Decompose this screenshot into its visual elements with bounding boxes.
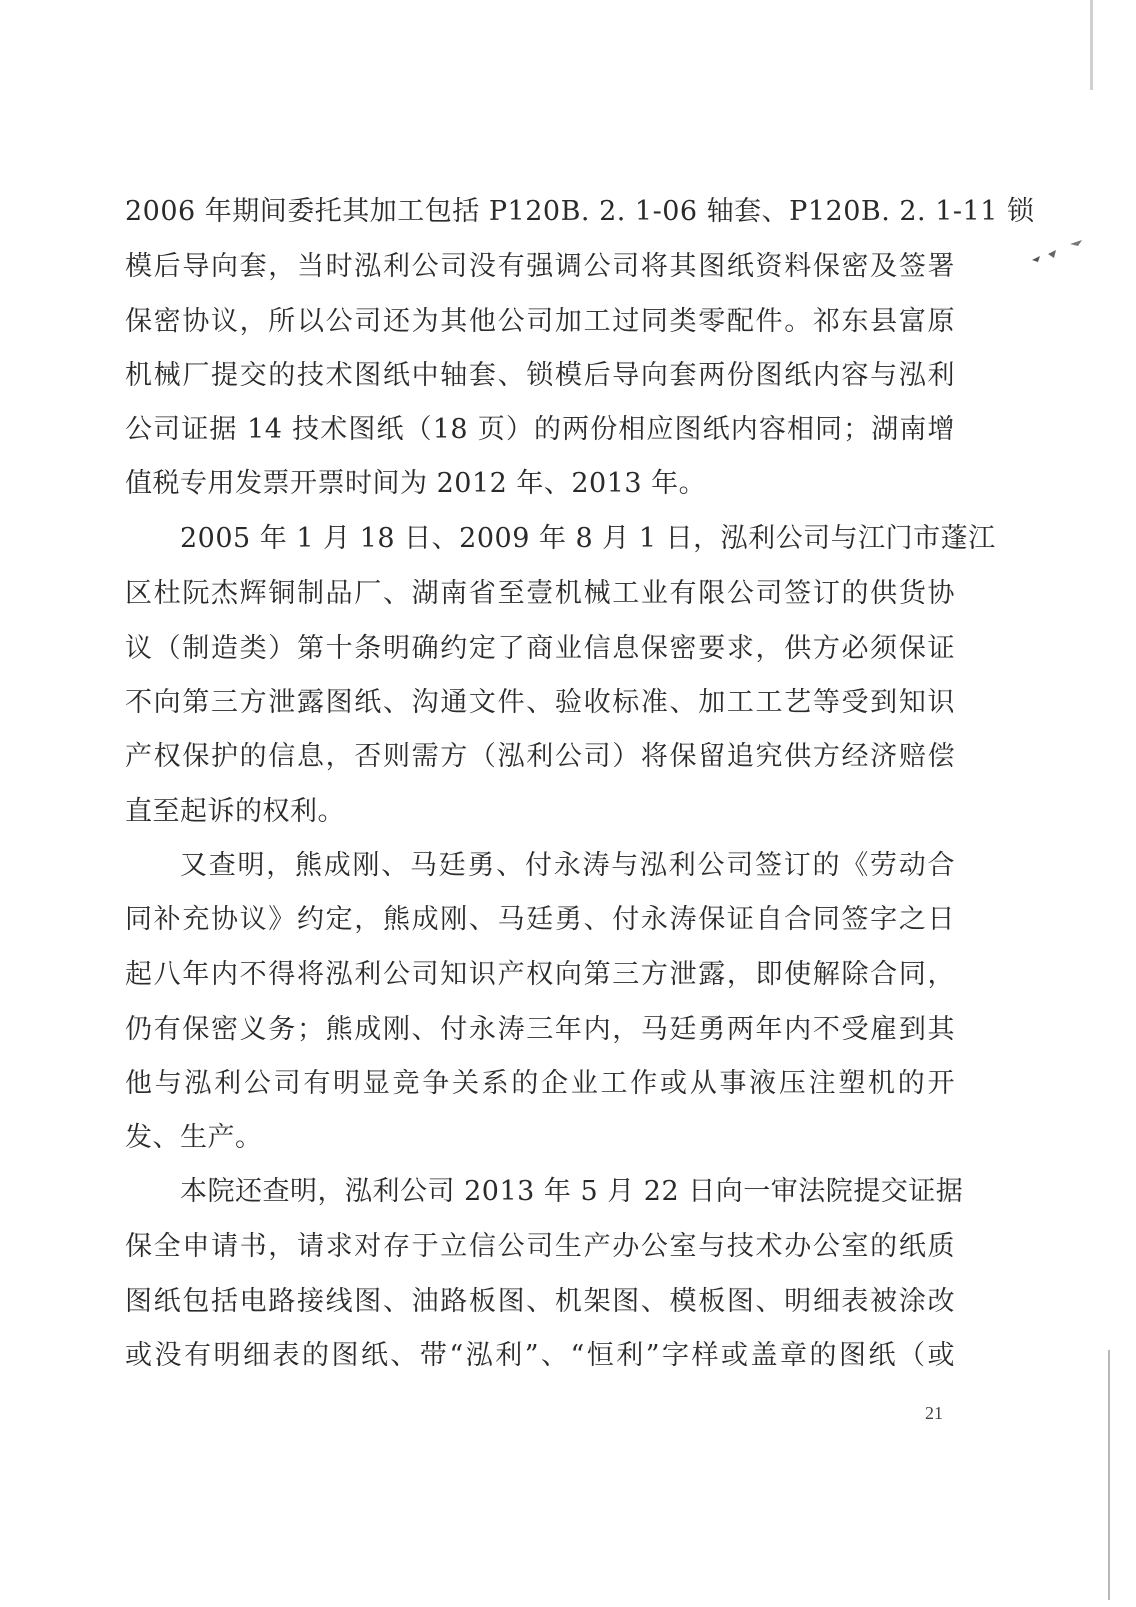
page-number: 21 bbox=[925, 1403, 943, 1423]
text-line-22: 或没有明细表的图纸、带“泓利”、“恒利”字样或盖章的图纸（或 bbox=[125, 1340, 955, 1371]
scan-edge-bottom bbox=[1108, 1350, 1110, 1600]
text-line-6: 值税专用发票开票时间为 2012 年、2013 年。 bbox=[125, 468, 707, 499]
text-line-15: 起八年内不得将泓利公司知识产权向第三方泄露，即使解除合同， bbox=[125, 959, 955, 990]
text-line-21: 图纸包括电路接线图、油路板图、机架图、模板图、明细表被涂改 bbox=[125, 1286, 955, 1317]
text-line-9: 议（制造类）第十条明确约定了商业信息保密要求，供方必须保证 bbox=[125, 633, 955, 664]
text-line-3: 保密协议，所以公司还为其他公司加工过同类零配件。祁东县富原 bbox=[125, 306, 955, 337]
text-line-14: 同补充协议》约定，熊成刚、马廷勇、付永涛保证自合同签字之日 bbox=[125, 904, 955, 935]
text-line-7: 2005 年 1 月 18 日、2009 年 8 月 1 日，泓利公司与江门市蓬江 bbox=[180, 523, 996, 554]
text-line-4: 机械厂提交的技术图纸中轴套、锁模后导向套两份图纸内容与泓利 bbox=[125, 360, 955, 391]
text-line-11: 产权保护的信息，否则需方（泓利公司）将保留追究供方经济赔偿 bbox=[125, 741, 955, 772]
text-line-13: 又查明，熊成刚、马廷勇、付永涛与泓利公司签订的《劳动合 bbox=[180, 850, 955, 881]
scan-mark-icon bbox=[1030, 236, 1090, 266]
text-line-2: 模后导向套，当时泓利公司没有强调公司将其图纸资料保密及签署 bbox=[125, 251, 955, 282]
text-line-17: 他与泓利公司有明显竞争关系的企业工作或从事液压注塑机的开 bbox=[125, 1068, 955, 1099]
scan-edge-top bbox=[1090, 0, 1093, 90]
text-line-10: 不向第三方泄露图纸、沟通文件、验收标准、加工工艺等受到知识 bbox=[125, 687, 955, 718]
text-line-20: 保全申请书，请求对存于立信公司生产办公室与技术办公室的纸质 bbox=[125, 1231, 955, 1262]
text-line-19: 本院还查明，泓利公司 2013 年 5 月 22 日向一审法院提交证据 bbox=[180, 1176, 964, 1207]
text-line-5: 公司证据 14 技术图纸（18 页）的两份相应图纸内容相同；湖南增 bbox=[125, 414, 955, 445]
text-line-18: 发、生产。 bbox=[125, 1122, 263, 1153]
text-line-8: 区杜阮杰辉铜制品厂、湖南省至壹机械工业有限公司签订的供货协 bbox=[125, 578, 955, 609]
text-line-12: 直至起诉的权利。 bbox=[125, 796, 345, 827]
text-line-16: 仍有保密义务；熊成刚、付永涛三年内，马廷勇两年内不受雇到其 bbox=[125, 1014, 955, 1045]
text-line-1: 2006 年期间委托其加工包括 P120B. 2. 1-06 轴套、P120B. 2. 1-11 锁 bbox=[125, 196, 1035, 227]
